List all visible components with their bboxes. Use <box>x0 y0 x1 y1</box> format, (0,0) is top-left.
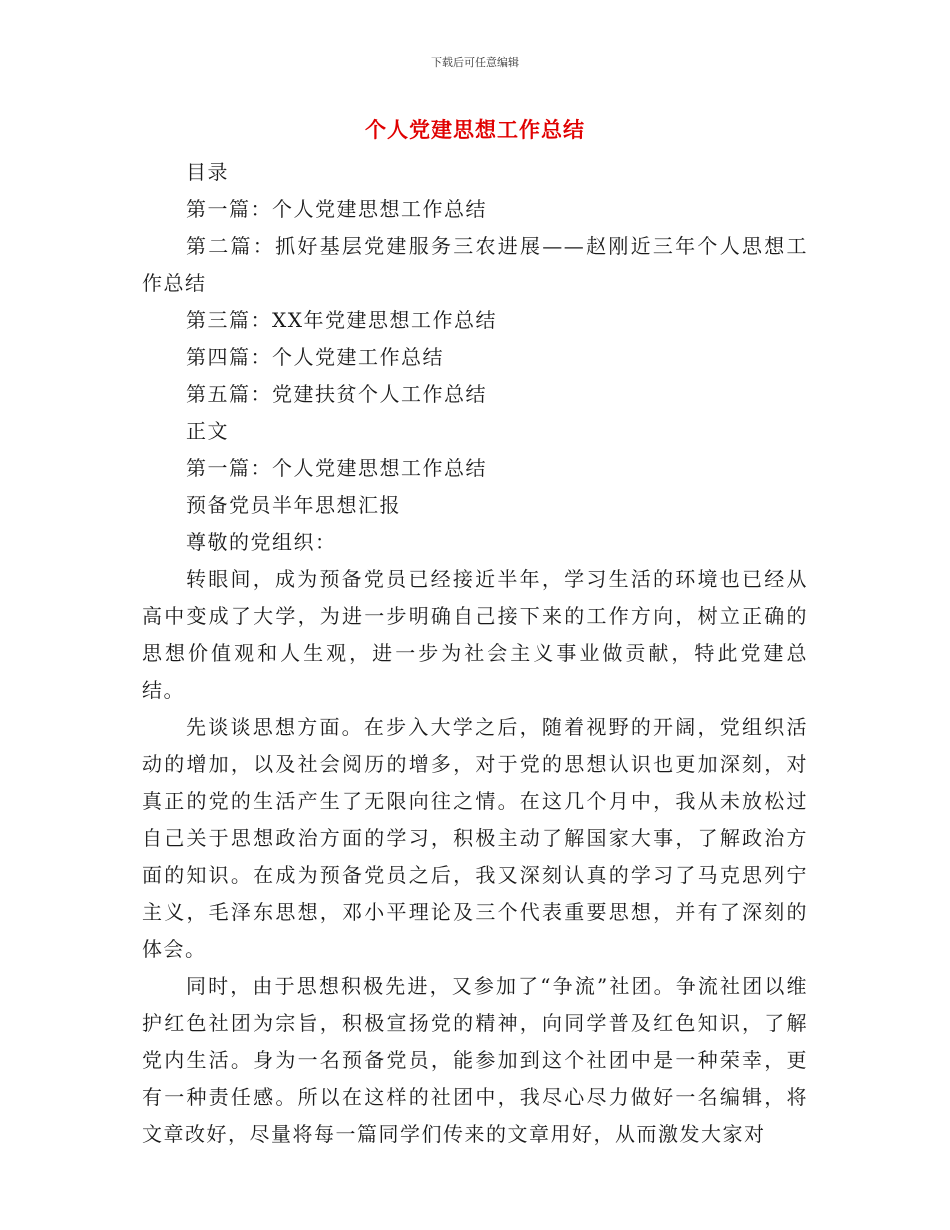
body-paragraph: 同时，由于思想积极先进，又参加了“争流”社团。争流社团以维护红色社团为宗旨，积极宣扬党的精神，向同学普及红色知识，了解党内生活。身为一名预备党员，能参加到这个社团中是一种荣幸，更有一种责任感。所以在这样的社团中，我尽心尽力做好一名编辑，将文章改好，尽量将每一篇同学们传来的文章用好，从而激发大家对 <box>142 974 808 1146</box>
report-title: 预备党员半年思想汇报 <box>186 493 401 517</box>
toc-item: 第五篇：党建扶贫个人工作总结 <box>186 382 487 406</box>
salutation: 尊敬的党组织： <box>186 530 337 554</box>
toc-heading: 目录 <box>186 160 229 184</box>
body-heading: 正文 <box>186 419 229 443</box>
toc-item: 第四篇：个人党建工作总结 <box>186 345 444 369</box>
document-title: 个人党建思想工作总结 <box>365 118 585 142</box>
section-heading: 第一篇：个人党建思想工作总结 <box>186 456 487 480</box>
document-body <box>142 154 808 1153</box>
body-paragraph: 转眼间，成为预备党员已经接近半年，学习生活的环境也已经从高中变成了大学，为进一步明确自己接下来的工作方向，树立正确的思想价值观和人生观，进一步为社会主义事业做贡献，特此党建总结。 <box>142 567 808 702</box>
body-paragraph: 先谈谈思想方面。在步入大学之后，随着视野的开阔，党组织活动的增加，以及社会阅历的增多，对于党的思想认识也更加深刻，对真正的党的生活产生了无限向往之情。在这几个月中，我从未放松过自己关于思想政治方面的学习，积极主动了解国家大事，了解政治方面的知识。在成为预备党员之后，我又深刻认真的学习了马克思列宁主义，毛泽东思想，邓小平理论及三个代表重要思想，并有了深刻的体会。 <box>142 715 808 961</box>
toc-item: 第三篇：XX年党建思想工作总结 <box>186 308 497 332</box>
header-note: 下载后可任意编辑 <box>431 56 519 69</box>
toc-item: 第二篇：抓好基层党建服务三农进展——赵刚近三年个人思想工作总结 <box>142 234 808 295</box>
toc-item: 第一篇：个人党建思想工作总结 <box>186 197 487 221</box>
